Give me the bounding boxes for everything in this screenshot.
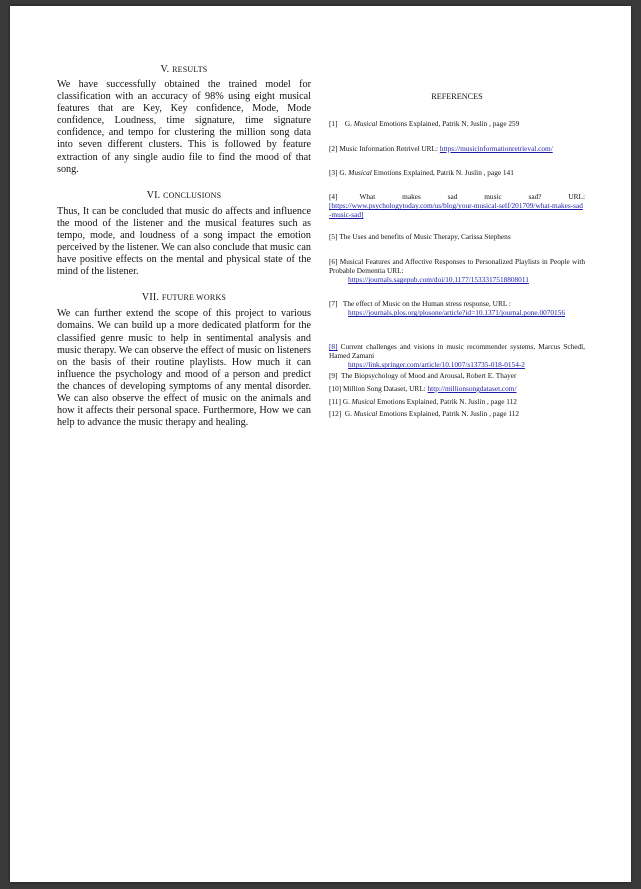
references-heading: REFERENCES [431, 92, 483, 101]
reference-item: [7] The effect of Music on the Human stress response, URL : https://journals.plos.org/plosone/article?id=10.1371/journal.pone.0070156 [329, 299, 565, 318]
reference-item: [6] Musical Features and Affective Responses to Personalized Playlists in People with Probable Dementia URL: https://journals.sagepub.com/doi/10.1177/1533317518808011 [329, 257, 585, 285]
reference-item: [3] G. Musical Emotions Explained, Patrik N. Juslin , page 141 [329, 168, 514, 177]
future-works-paragraph: We can further extend the scope of this project to various domains. We can build up a more dedicated platform for the classified genre music to help in sentimental analysis and music therapy. We can observe the effect of music on listeners on the basis of their routine playlists. How much it can influence the psychology and mood of a person and predict the chances of developing symptoms of any mental disorder. We can also observe the effect of music on the animals and how it affects their personal space. Furthermore, How we can help to advance the music therapy and healing. [57, 308, 311, 429]
reference-item: [10] Million Song Dataset, URL: http://millionsongdataset.com/ [329, 384, 517, 393]
reference-link[interactable]: https://link.springer.com/article/10.1007/s13735-018-0154-2 [348, 360, 525, 370]
future-works-heading-text: FUTURE WORKS [161, 293, 227, 303]
reference-link[interactable]: http://millionsongdataset.com/ [427, 384, 517, 393]
reference-link[interactable]: https://journals.sagepub.com/doi/10.1177/1533317518808011 [348, 275, 529, 285]
future-works-heading-number: VII. [141, 292, 160, 304]
reference-item: [8] Current challenges and visions in music recommender systems, Marcus Schedl, Hamed Zamani https://link.springer.com/article/10.1007/s13735-018-0154-2 [329, 342, 586, 370]
reference-item: [2] Music Information Retrivel URL: https://musicinformationretrieval.com/ [329, 144, 553, 153]
reference-item: [1] G. Musical Emotions Explained, Patrik N. Juslin , page 259 [329, 119, 520, 128]
conclusions-heading [57, 190, 311, 201]
conclusions-paragraph: Thus, It can be concluded that music do affects and influence the mood of the listener and the musical features such as tempo, mode, and loudness of a song impact the emotion perceived by the listener. We can also conclude that music can have positive effects on the mental and physical state of the mind of the listener. [57, 205, 311, 278]
future-works-heading [57, 292, 311, 303]
document-page [10, 6, 631, 882]
conclusions-heading-number: VI. [146, 189, 161, 201]
reference-item: [4] What makes sad music sad? URL: [https://www.psychologytoday.com/us/blog/your-musical-self/201709/what-makes-sad-music-sad] [329, 192, 585, 220]
results-heading-number: V. [160, 64, 170, 75]
reference-item: [11] G. Musical Emotions Explained, Patrik N. Juslin , page 112 [329, 397, 517, 406]
reference-link[interactable]: https://journals.plos.org/plosone/article?id=10.1371/journal.pone.0070156 [348, 308, 565, 318]
reference-4-title: What makes sad music sad? URL: [359, 192, 585, 201]
reference-item: [12] G. Musical Emotions Explained, Patrik N. Juslin , page 112 [329, 409, 520, 418]
reference-item: [5] The Uses and benefits of Music Therapy, Carissa Stephens [329, 232, 511, 241]
reference-item: [9] The Biopsychology of Mood and Arousal, Robert E. Thayer [329, 371, 517, 380]
reference-link[interactable]: [https://www.psychologytoday.com/us/blog/your-musical-self/201709/what-makes-sad-music-sad] [329, 201, 583, 220]
results-heading-text: RESULTS [172, 65, 208, 74]
results-heading [57, 64, 311, 75]
results-paragraph: We have successfully obtained the trained model for classification with an accuracy of 98% using eight musical features that are Key, Key confidence, Mode, Mode confidence, Loudness, time signature, time signature confidence, and tempo for clustering the million song data into seven different clusters. This is followed by feature extraction of any single audio file to find the mood of that song. [57, 79, 311, 175]
conclusions-heading-text: CONCLUSIONS [163, 190, 222, 200]
reference-link[interactable]: https://musicinformationretrieval.com/ [439, 144, 553, 153]
left-column [57, 64, 311, 429]
